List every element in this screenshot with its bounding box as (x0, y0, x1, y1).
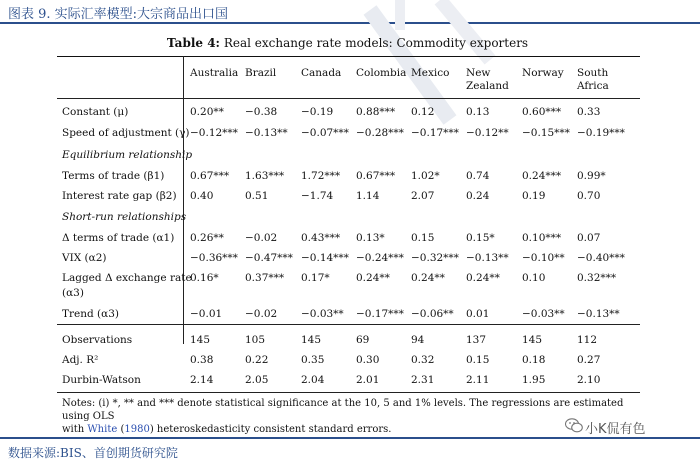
table-title (55, 36, 640, 50)
table-cell: 0.88*** (356, 106, 396, 118)
row-label: VIX (α2) (62, 252, 107, 264)
table-cell: 0.99* (577, 170, 606, 182)
table-cell: 0.10 (522, 272, 546, 284)
table-cell: 145 (522, 334, 543, 346)
table-cell: −0.17*** (356, 308, 404, 320)
table-cell: −1.74 (301, 190, 334, 202)
table-cell: 0.26** (190, 232, 224, 244)
table-cell: 2.04 (301, 374, 325, 386)
table-cell: 69 (356, 334, 370, 346)
table-cell: −0.13** (577, 308, 620, 320)
table-cell: 0.10*** (522, 232, 562, 244)
table-cell: 0.51 (245, 190, 269, 202)
table-cell: 2.01 (356, 374, 380, 386)
table-cell: 0.67*** (356, 170, 396, 182)
table-cell: 1.02* (411, 170, 440, 182)
source-text: 数据来源:BIS、首创期货研究院 (8, 446, 178, 460)
table-cell: 0.15* (466, 232, 495, 244)
table-cell: 145 (190, 334, 211, 346)
citation-link-year[interactable]: 1980 (124, 424, 150, 435)
table-cell: 0.07 (577, 232, 601, 244)
table-cell: 0.13* (356, 232, 385, 244)
table-cell: 2.14 (190, 374, 214, 386)
table-cell: 0.24*** (522, 170, 562, 182)
table-cell: 1.72*** (301, 170, 341, 182)
table-cell: 0.12 (411, 106, 435, 118)
row-label: Durbin-Watson (62, 374, 141, 386)
table-cell: 0.19 (522, 190, 546, 202)
table-cell: 0.40 (190, 190, 214, 202)
table-cell: −0.17*** (411, 127, 459, 139)
table-cell: −0.47*** (245, 252, 293, 264)
table-cell: 0.27 (577, 354, 601, 366)
table-cell: 137 (466, 334, 487, 346)
table-cell: 0.20** (190, 106, 224, 118)
table-cell: −0.19 (301, 106, 334, 118)
section-short-run: Short-run relationships (62, 211, 187, 223)
notes-line-2: with White (1980) heteroskedasticity consistent standard errors. (62, 424, 392, 435)
column-header: Brazil (245, 67, 277, 79)
table-cell: 0.01 (466, 308, 490, 320)
row-label: Constant (μ) (62, 106, 129, 118)
header-rule (57, 98, 640, 99)
table-cell: 0.15 (466, 354, 490, 366)
row-label-continued: (α3) (62, 287, 84, 299)
table-cell: −0.15*** (522, 127, 570, 139)
figure-title: 图表 9. 实际汇率模型:大宗商品出口国 (8, 7, 229, 22)
table-cell: 2.05 (245, 374, 269, 386)
table-cell: 112 (577, 334, 598, 346)
table-cell: 0.24** (411, 272, 445, 284)
table-cell: −0.38 (245, 106, 278, 118)
table-cell: 0.38 (190, 354, 214, 366)
table-cell: 0.67*** (190, 170, 230, 182)
table-cell: 0.74 (466, 170, 490, 182)
table-cell: −0.10** (522, 252, 565, 264)
row-label: Observations (62, 334, 133, 346)
watermark-text: 小K侃有色 (585, 422, 646, 437)
table-cell: 0.32*** (577, 272, 617, 284)
table-cell: 105 (245, 334, 266, 346)
row-label: Adj. R² (62, 354, 99, 366)
table-cell: 0.17* (301, 272, 330, 284)
column-header: New Zealand (466, 67, 509, 92)
bottom-rule (57, 392, 640, 393)
table-number: Table 4: (166, 36, 220, 50)
table-cell: 0.24** (466, 272, 500, 284)
table-cell: 0.22 (245, 354, 269, 366)
table-cell: −0.06** (411, 308, 454, 320)
table-cell: 1.63*** (245, 170, 285, 182)
mid-rule (57, 324, 640, 325)
table-cell: −0.07*** (301, 127, 349, 139)
table-cell: −0.12** (466, 127, 509, 139)
column-header: Canada (301, 67, 342, 79)
table-cell: 145 (301, 334, 322, 346)
column-header: Mexico (411, 67, 450, 79)
table-cell: 0.18 (522, 354, 546, 366)
table-cell: −0.02 (245, 232, 278, 244)
wechat-logo-icon (565, 418, 583, 433)
table-cell: 0.70 (577, 190, 601, 202)
row-label: Speed of adjustment (γ) (62, 127, 190, 139)
table-cell: 0.24** (356, 272, 390, 284)
source-bar (0, 437, 700, 466)
column-header: Australia (190, 67, 239, 79)
table-cell: −0.40*** (577, 252, 625, 264)
table-cell: 1.95 (522, 374, 546, 386)
table-cell: 0.37*** (245, 272, 285, 284)
table-cell: 0.24 (466, 190, 490, 202)
table-cell: −0.13** (466, 252, 509, 264)
column-header: South Africa (577, 67, 609, 92)
table-cell: 0.15 (411, 232, 435, 244)
table-cell: −0.12*** (190, 127, 238, 139)
table-cell: −0.13** (245, 127, 288, 139)
table-cell: 0.32 (411, 354, 435, 366)
table-cell: −0.03** (301, 308, 344, 320)
notes-with: with (62, 424, 85, 435)
table-caption: Real exchange rate models: Commodity exporters (223, 36, 529, 50)
table-cell: 0.60*** (522, 106, 562, 118)
table-cell: −0.28*** (356, 127, 404, 139)
column-header: Norway (522, 67, 564, 79)
row-label: Interest rate gap (β2) (62, 190, 177, 202)
table-cell: −0.36*** (190, 252, 238, 264)
table-cell: 0.13 (466, 106, 490, 118)
notes-line-1: Notes: (i) *, ** and *** denote statistical significance at the 10, 5 and 1% levels. The regressions are estimated using OLS (62, 398, 624, 422)
table-cell: −0.02 (245, 308, 278, 320)
table-cell: 94 (411, 334, 425, 346)
notes-rest: heteroskedasticity consistent standard errors. (156, 424, 392, 435)
table-cell: −0.32*** (411, 252, 459, 264)
citation-link-white[interactable]: White (87, 424, 118, 435)
table-cell: −0.19*** (577, 127, 625, 139)
table-cell: 2.31 (411, 374, 435, 386)
table-notes (62, 397, 637, 436)
row-label: Trend (α3) (62, 308, 120, 320)
top-rule (57, 56, 640, 57)
table-cell: 0.33 (577, 106, 601, 118)
label-column-divider (183, 56, 184, 344)
column-header: Colombia (356, 67, 407, 79)
table-cell: 2.10 (577, 374, 601, 386)
table-cell: −0.03** (522, 308, 565, 320)
row-label: Lagged Δ exchange rate (62, 272, 192, 284)
table-cell: −0.01 (190, 308, 223, 320)
section-equilibrium: Equilibrium relationship (62, 149, 193, 161)
table-cell: 0.35 (301, 354, 325, 366)
table-cell: −0.14*** (301, 252, 349, 264)
table-cell: 0.16* (190, 272, 219, 284)
row-label: Terms of trade (β1) (62, 170, 165, 182)
table-cell: 0.30 (356, 354, 380, 366)
table-cell: 0.43*** (301, 232, 341, 244)
table-cell: 1.14 (356, 190, 380, 202)
row-label: Δ terms of trade (α1) (62, 232, 175, 244)
table-cell: −0.24*** (356, 252, 404, 264)
table-cell: 2.07 (411, 190, 435, 202)
table-cell: 2.11 (466, 374, 490, 386)
